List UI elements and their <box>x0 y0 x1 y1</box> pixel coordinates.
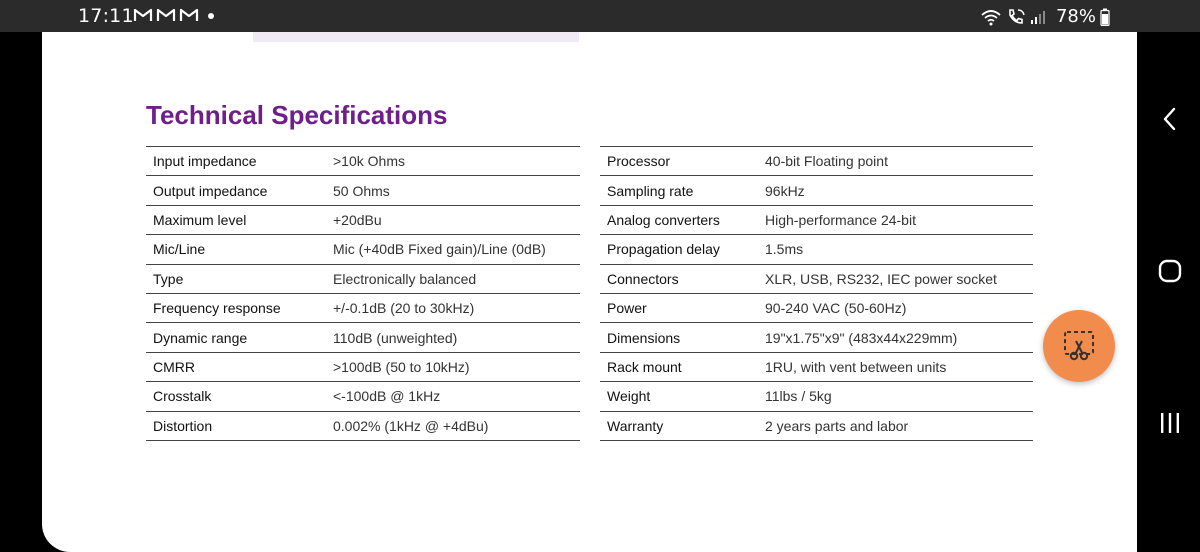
spec-label: Mic/Line <box>153 241 206 258</box>
back-icon <box>1160 105 1180 133</box>
nav-back-button[interactable] <box>1140 105 1200 133</box>
spec-label: Input impedance <box>153 153 257 170</box>
recents-icon <box>1158 410 1182 436</box>
spec-value: 19"x1.75"x9" (483x44x229mm) <box>765 329 958 346</box>
spec-label: Distortion <box>153 417 213 434</box>
screenshot-capture-button[interactable] <box>1043 310 1115 382</box>
system-status <box>980 6 1110 27</box>
status-bar <box>0 0 1200 32</box>
signal-icon <box>1030 9 1046 25</box>
spec-value: >100dB (50 to 10kHz) <box>333 358 470 375</box>
spec-label: Frequency response <box>153 300 281 317</box>
spec-table-right <box>600 146 1033 441</box>
spec-value: 110dB (unweighted) <box>333 329 458 346</box>
spec-label: Connectors <box>607 270 679 287</box>
spec-row <box>600 235 1033 264</box>
spec-label: Maximum level <box>153 211 247 228</box>
spec-value: 11lbs / 5kg <box>765 388 832 405</box>
status-time: 17:11 <box>78 5 134 27</box>
spec-row <box>600 293 1033 322</box>
spec-label: Type <box>153 270 184 287</box>
spec-row <box>146 352 580 381</box>
home-icon <box>1157 258 1183 284</box>
notification-icons <box>133 7 199 23</box>
spec-value: Mic (+40dB Fixed gain)/Line (0dB) <box>333 241 546 258</box>
spec-label: Power <box>607 300 647 317</box>
nav-recents-button[interactable] <box>1140 410 1200 436</box>
spec-row <box>146 323 580 352</box>
spec-value: 96kHz <box>765 182 805 199</box>
spec-value: 1.5ms <box>765 241 804 258</box>
spec-label: Output impedance <box>153 182 268 199</box>
spec-value: +/-0.1dB (20 to 30kHz) <box>333 300 475 317</box>
spec-label: Weight <box>607 388 651 405</box>
wifi-icon <box>980 8 1002 26</box>
spec-value: 90-240 VAC (50-60Hz) <box>765 300 907 317</box>
spec-row <box>600 411 1033 440</box>
spec-row <box>600 264 1033 293</box>
spec-row <box>600 176 1033 205</box>
spec-label: Dynamic range <box>153 329 248 346</box>
spec-row <box>146 235 580 264</box>
banner-strip <box>253 32 579 42</box>
gmail-icon <box>156 7 176 23</box>
spec-row <box>146 264 580 293</box>
gmail-icon <box>133 7 153 23</box>
spec-value: High-performance 24-bit <box>765 211 916 228</box>
spec-label: Dimensions <box>607 329 681 346</box>
battery-icon <box>1100 8 1110 26</box>
wifi-calling-icon <box>1006 8 1026 26</box>
spec-value: +20dBu <box>333 211 382 228</box>
web-page <box>42 32 1137 552</box>
spec-row <box>146 147 580 176</box>
spec-label: Warranty <box>607 417 664 434</box>
spec-value: Electronically balanced <box>333 270 477 287</box>
spec-label: Propagation delay <box>607 241 720 258</box>
spec-row <box>600 323 1033 352</box>
spec-row <box>600 147 1033 176</box>
spec-value: 50 Ohms <box>333 182 390 199</box>
spec-value: 1RU, with vent between units <box>765 358 947 375</box>
gmail-icon <box>179 7 199 23</box>
spec-label: CMRR <box>153 358 195 375</box>
nav-home-button[interactable] <box>1140 258 1200 284</box>
section-title: Technical Specifications <box>146 100 448 130</box>
spec-row <box>600 382 1033 411</box>
spec-row <box>146 205 580 234</box>
screenshot-scissors-icon <box>1062 329 1096 363</box>
spec-value: 0.002% (1kHz @ +4dBu) <box>333 417 489 434</box>
spec-label: Sampling rate <box>607 182 694 199</box>
battery-percent: 78% <box>1055 6 1096 27</box>
spec-row <box>146 176 580 205</box>
spec-row <box>600 205 1033 234</box>
spec-value: 40-bit Floating point <box>765 153 888 170</box>
spec-row <box>146 293 580 322</box>
spec-table-left <box>146 146 580 441</box>
spec-value: 2 years parts and labor <box>765 417 909 434</box>
spec-row <box>600 352 1033 381</box>
spec-value: >10k Ohms <box>333 153 405 170</box>
more-notifications-dot <box>208 13 214 19</box>
spec-value: <-100dB @ 1kHz <box>333 388 441 405</box>
spec-row <box>146 411 580 440</box>
spec-label: Processor <box>607 153 671 170</box>
spec-label: Rack mount <box>607 358 682 375</box>
spec-row <box>146 382 580 411</box>
spec-label: Analog converters <box>607 211 720 228</box>
spec-value: XLR, USB, RS232, IEC power socket <box>765 270 997 287</box>
spec-label: Crosstalk <box>153 388 212 405</box>
